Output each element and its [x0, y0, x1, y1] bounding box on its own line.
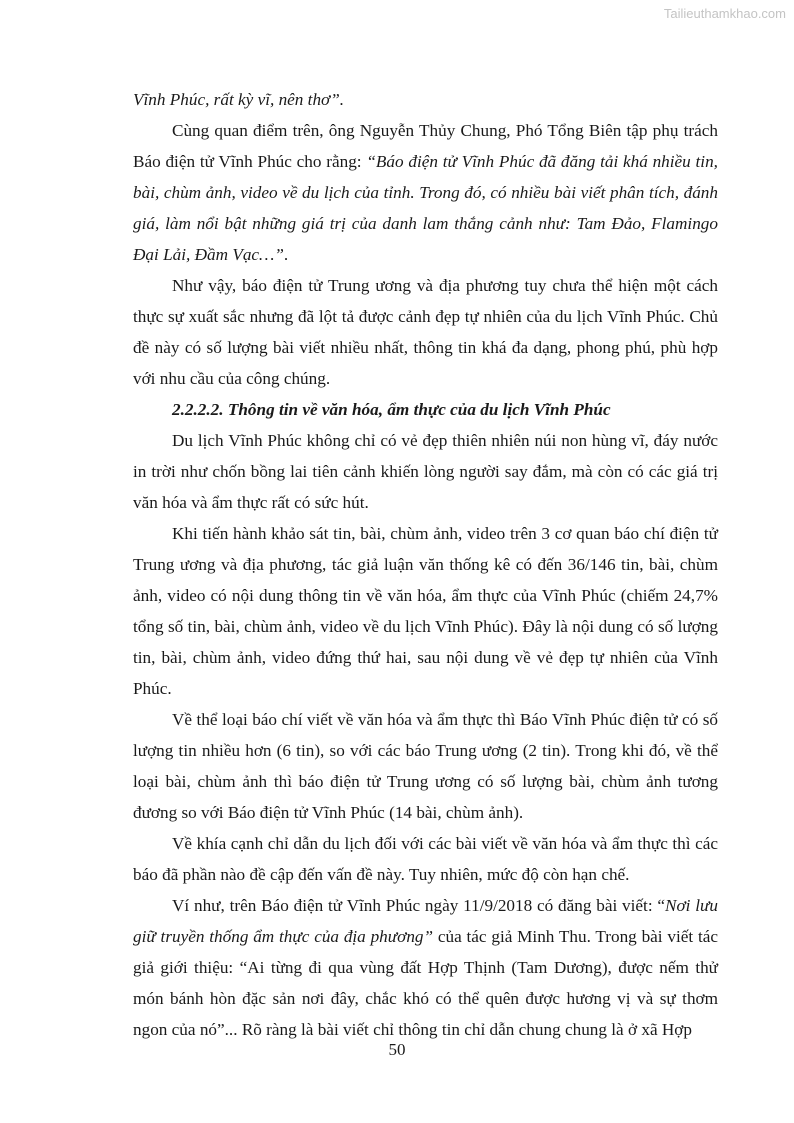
paragraph	[133, 828, 718, 890]
italic-text: “Báo điện tử Vĩnh Phúc đã đăng tải khá nhiều tin, bài, chùm ảnh, video về du lịch của tỉnh. Trong đó, có nhiều bài viết phân tích, đánh giá, làm nổi bật những giá trị của danh lam thắng cảnh như: Tam Đảo, Flamingo Đại Lải, Đầm Vạc…”	[133, 152, 718, 264]
text-run: Về thể loại báo chí viết về văn hóa và ẩm thực thì Báo Vĩnh Phúc điện tử có số lượng tin nhiều hơn (6 tin), so với các báo Trung ương (2 tin). Trong khi đó, về thể loại bài, chùm ảnh thì báo điện tử Trung ương có số lượng bài, chùm ảnh tương đương so với Báo điện tử Vĩnh Phúc (14 bài, chùm ảnh).	[133, 710, 718, 822]
text-run: Về khía cạnh chỉ dẫn du lịch đối với các bài viết về văn hóa và ẩm thực thì các báo đã phần nào đề cập đến vấn đề này. Tuy nhiên, mức độ còn hạn chế.	[133, 834, 718, 884]
section-heading	[133, 394, 718, 425]
paragraph	[133, 518, 718, 704]
text-run: Du lịch Vĩnh Phúc không chỉ có vẻ đẹp thiên nhiên núi non hùng vĩ, đáy nước in trời như chốn bồng lai tiên cảnh khiến lòng người say đắm, mà còn có các giá trị văn hóa và ẩm thực rất có sức hút.	[133, 431, 718, 512]
paragraph	[133, 115, 718, 270]
paragraph	[133, 270, 718, 394]
paragraph	[133, 84, 718, 115]
italic-text: 2.2.2.2. Thông tin về văn hóa, ẩm thực của du lịch Vĩnh Phúc	[172, 400, 611, 419]
paragraph	[133, 425, 718, 518]
text-run: của tác giả Minh Thu. Trong bài viết tác giả giới thiệu: “Ai từng đi qua vùng đất Hợp Thịnh (Tam Dương), được nếm thử món bánh hòn đặc sản nơi đây, chắc khó có thể quên được hương vị và sự thơm ngon của nó”... Rõ ràng là bài viết chỉ thông tin chỉ dẫn chung chung là ở xã Hợp	[133, 927, 718, 1039]
watermark: Tailieuthamkhao.com	[663, 6, 786, 21]
text-run: Như vậy, báo điện tử Trung ương và địa phương tuy chưa thể hiện một cách thực sự xuất sắc nhưng đã lột tả được cảnh đẹp tự nhiên của du lịch Vĩnh Phúc. Chủ đề này có số lượng bài viết nhiều nhất, thông tin khá đa dạng, phong phú, phù hợp với nhu cầu của công chúng.	[133, 276, 718, 388]
page-number: 50	[388, 1040, 406, 1059]
italic-text: Vĩnh Phúc, rất kỳ vĩ, nên thơ”.	[133, 90, 345, 109]
text-run: .	[283, 245, 289, 264]
italic-text: Nơi lưu giữ truyền thống ẩm thực của địa phương”	[133, 896, 718, 946]
text-run: Cùng quan điểm trên, ông Nguyễn Thủy Chung, Phó Tổng Biên tập phụ trách Báo điện tử Vĩnh Phúc cho rằng:	[133, 121, 718, 171]
paragraph	[133, 890, 718, 1045]
paragraph	[133, 704, 718, 828]
text-run: Khi tiến hành khảo sát tin, bài, chùm ảnh, video trên 3 cơ quan báo chí điện tử Trung ương và địa phương, tác giả luận văn thống kê có đến 36/146 tin, bài, chùm ảnh, video có nội dung thông tin về văn hóa, ẩm thực của Vĩnh Phúc (chiếm 24,7% tổng số tin, bài, chùm ảnh, video về du lịch Vĩnh Phúc). Đây là nội dung có số lượng tin, bài, chùm ảnh, video đứng thứ hai, sau nội dung về vẻ đẹp tự nhiên của Vĩnh Phúc.	[133, 524, 718, 698]
document-body	[133, 84, 718, 1045]
text-run: Ví như, trên Báo điện tử Vĩnh Phúc ngày 11/9/2018 có đăng bài viết: “	[172, 896, 666, 915]
